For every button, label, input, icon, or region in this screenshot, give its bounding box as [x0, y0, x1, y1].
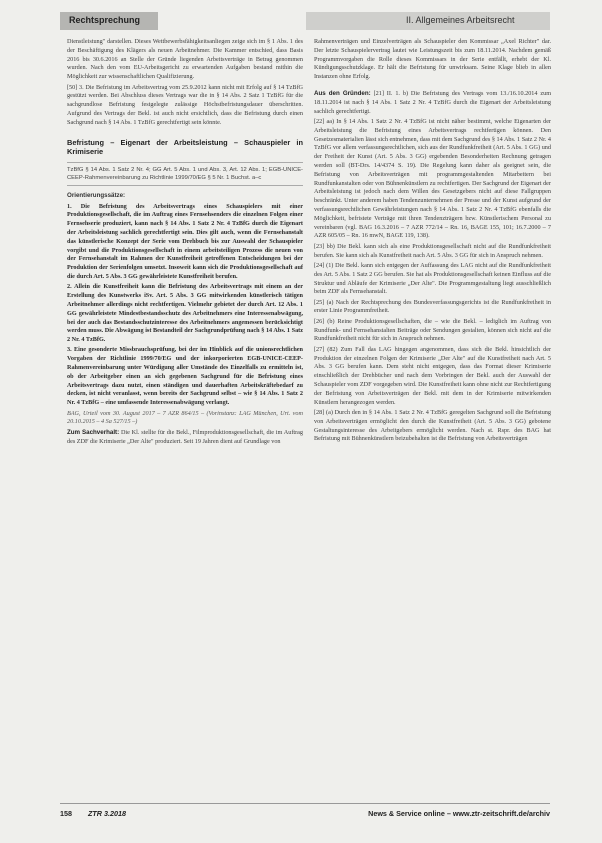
footer-archive-link[interactable]: News & Service online – www.ztr-zeitschrift.de/archiv — [368, 809, 550, 818]
body-paragraph: [27] (82) Zum Fall das LAG hingegen angenommen, dass sich die Bekl. hinsichtlich der Produktion der einzelnen Folgen der Krimiserie „Der Alte" auf die Kunstfreiheit nach Art. 5 Abs. 3 GG berufen kann. Dem steht nicht entgegen, dass das Format dieser Krimiserie einschließlich der Drehbücher und nach dem Vorbringen der Bekl. auch der Auswahl der Schauspieler vom ZDF vorgegeben wird. Die Kunstfreiheit kann ohne nicht zur Rechtfertigung der Befristung von Arbeitsverträgen der Bekl. mit dem in der Krimiserie mitwirkenden Künstlern herangezogen werden. — [314, 345, 551, 406]
guiding-principle-1: 1. Die Befristung des Arbeitsvertrags eines Schauspielers mit einer Produktionsgesellschaft, die im Auftrag eines Fernsehsenders die einzelnen Folgen einer Fernsehserie produziert, kann nach § 14 Abs. 1 Satz 2 Nr. 4 TzBfG durch die Eigenart der Arbeitsleistung sachlich gerechtfertigt sein. Dies gilt auch, wenn die Fernsehanstalt das künstlerische Konzept der Serie vom Drehbuch bis zur Auswahl der Schauspieler vorgibt und die Produktionsgesellschaft in einem arbeitsteiligen Prozess die neuen von der Fernsehanstalt im Rahmen der Kunstfreiheit getroffenen Entscheidungen bei der Produktion der Serienfolgen umsetzt. Insoweit kann sich die Produktionsgesellschaft auf die durch Art. 5 Abs. 3 GG gewährleistete Kunstfreiheit berufen. — [67, 202, 303, 280]
norms-reference: TzBfG § 14 Abs. 1 Satz 2 Nr. 4; GG Art. 5 Abs. 1 und Abs. 3, Art. 12 Abs. 1; EGB-UNICE-CEEP-Rahmenvereinbarung zu Richtlinie 1999/70/EG § 5 Nr. 1 Buchst. a–c — [67, 162, 303, 186]
section-subtitle: II. Allgemeines Arbeitsrecht — [406, 15, 515, 25]
facts-paragraph — [67, 429, 303, 447]
footer-left — [60, 809, 126, 818]
body-paragraph: Rahmenverträgen und Einzelverträgen als Schauspieler den Kommissar „Axel Richter" dar. Der letzte Schauspielervertrag lautet wie Leistungszeit bis zum 18.11.2014. Nachdem gemäß Programmvorgaben die Rolle dieses Kommissars in der Serie entfällt, erhebt der Kl. Kündigungsschutzklage. Er hält die Befristung für unwirksam. Seine Klage blieb in allen Instanzen ohne Erfolg. — [314, 38, 551, 81]
case-headline: Befristung – Eigenart der Arbeitsleistung – Schauspieler in Krimiserie — [67, 137, 303, 157]
body-paragraph: [26] (b) Reine Produktionsgesellschaften, die – wie die Bekl. – lediglich im Auftrag von Rundfunk- und Fernsehanstalten Beiträge oder Sendungen gestalten, können sich nicht auf die Rundfunkfreiheit nicht für sich in Anspruch nehmen. — [314, 317, 551, 343]
footer-rule — [60, 803, 550, 804]
page-footer — [60, 809, 550, 821]
guiding-principle-2: 2. Allein die Kunstfreiheit kann die Befristung des Arbeitsvertrags mit einem an der Erstellung des Kunstwerks iSv. Art. 5 Abs. 3 GG mitwirkenden künstlerisch tätigen Arbeitnehmer allerdings nicht rechtfertigen. Vielmehr gebietet der durch Art. 12 Abs. 1 GG gewährleistete Mindestbestandsschutz des Arbeitnehmers eine Interessenabwägung, bei der auch das Bestandsschutzinteresse des Arbeitnehmers angemessen berücksichtigt werden muss. Die Abwägung ist Bestandteil der Sachgrundprüfung nach § 14 Abs. 1 Satz 2 Nr. 4 TzBfG. — [67, 283, 303, 344]
grounds-label: Aus den Gründen: — [314, 89, 371, 97]
journal-issue: ZTR 3.2018 — [88, 809, 126, 818]
section-label: Rechtsprechung — [69, 15, 141, 25]
section-header-right — [306, 12, 550, 30]
facts-label: Zum Sachverhalt: — [67, 428, 120, 436]
body-paragraph: [24] (1) Die Bekl. kann sich entgegen der Auffassung des LAG nicht auf die Rundfunkfreiheit des Art. 5 Abs. 1 Satz 2 GG berufen. Sie hat als Produktionsgesellschaft keinen Einfluss auf die Struktur und Abläufe der Krimiserie „Der Alte". Die Programmgestaltung liegt ausschließlich beim ZDF als Fernsehanstalt. — [314, 261, 551, 296]
body-paragraph: [28] (a) Durch den in § 14 Abs. 1 Satz 2 Nr. 4 TzBfG geregelten Sachgrund soll die Befristung von Arbeitsverträgen ermöglicht den durch die Kunstfreiheit (Art. 5 Abs. 3 GG) gebotene Gestaltungsinteresse des Arbeitgebers ermöglicht werden. Nach st. Rspr. des BAG hat Befristung mit Bühnenkünstlern beizubehalten ist die Befristung von Arbeitsverträgen — [314, 409, 551, 443]
body-paragraph: [23] bb) Die Bekl. kann sich als eine Produktionsgesellschaft nicht auf die Rundfunkfreiheit berufen. Sie kann sich als Kunstfreiheit nach Art. 5 Abs. 3 GG für sich in Anspruch nehmen. — [314, 242, 551, 259]
grounds-paragraph — [314, 90, 551, 116]
guide-title: Orientierungssätze: — [67, 191, 126, 199]
guiding-principle-3: 3. Eine gesonderte Missbrauchsprüfung, bei der im Hinblick auf die unionsrechtlichen Vorgaben der Richtlinie 1999/70/EG und der inkorporierten EGB-UNICE-CEEP-Rahmenvereinbarung unter Würdigung aller Umstände des Einzelfalls zu ermitteln ist, ob der Arbeitgeber einen an sich gegebenen Sachgrund für die Befristung eines Arbeitsvertrags dazu nutzt, einen ständigen und dauerhaften Arbeitskräftebedarf zu decken, ist nicht veranlasst, wenn bereits der Sachgrund selbst – wie § 14 Abs. 1 Satz 2 Nr. 4 TzBfG – eine umfassende Interessenabwägung verlangt. — [67, 346, 303, 407]
body-paragraph: [22] aa) In § 14 Abs. 1 Satz 2 Nr. 4 TzBfG ist nicht näher bestimmt, welche Eigenarten der Arbeitsleistung die Befristung eines Arbeitsvertrags rechtfertigen können. Den Gesetzesmaterialien lässt sich entnehmen, dass mit dem Sachgrund des § 14 Abs. 1 Satz 2 Nr. 4 TzBfG vor allem verfassungsrechtlichen, sich aus der Rundfunkfreiheit (Art. 5 Abs. 1 GG) und der Freiheit der Kunst (Art. 5 Abs. 3 GG) ergebenden Besonderheiten Rechnung getragen werden soll (BT-Drs. 14/4374 S. 19). Die Regelung kann daher als geeignet sein, die Befristung von Arbeitsverträgen mit programmgestaltenden Mitarbeitern bei Rundfunkanstalten oder von Bühnenkünstlern zu rechtfertigen. Der Sachgrund der Eigenart der Arbeitsleistung ist jedoch nach dem Willen des Gesetzgebers nicht auf diese Fallgruppen beschränkt. Unter anderem haben Tendenzunternehmen der Presse und der Kunst aufgrund der verfassungsrechtlichen Gewährleistungen nach § 14 Abs. 1 Satz 2 Nr. 4 TzBfG ebenfalls die Möglichkeit, befristete Verträge mit ihren Tendenzträgern bzw. Künstlerischem Personal zu vereinbaren (vgl. BAG 16.3.2016 – 7 AZR 772/14 – Rn. 16, BAGE 155, 101; 16.7.2000 – 7 AZR 605/05 – Rn. 16 mwN, BAGE 119, 138). — [314, 117, 551, 240]
grounds-text: [21] II. 1. b) Die Befristung des Vertrags vom 13./16.10.2014 zum 18.11.2014 ist nach § 14 Abs. 1 Satz 2 Nr. 4 TzBfG durch die Eigenart der Arbeitsleistung sachlich gerechtfertigt. — [314, 89, 552, 115]
section-header-left — [60, 12, 158, 30]
body-paragraph: [25] (a) Nach der Rechtsprechung des Bundesverfassungsgerichts ist die Rundfunkfreiheit in erster Linie Programmfreiheit. — [314, 298, 551, 315]
body-paragraph: [50] 3. Die Befristung im Arbeitsvertrag vom 25.9.2012 kann nicht mit Erfolg auf § 14 TzBfG gestützt werden. Bei Abschluss dieses Vertrags war die in § 14 Abs. 2 Satz 1 TzBfG für die sachgrundlose Befristung festgelegte zulässige Höchstbefristungsdauer überschritten. Aufgrund des Vertrags der Bekl. ist auch nicht ersichtlich, dass die Befristung durch einen Sachgrund nach § 14 Abs. 1 TzBfG gerechtfertigt sein könnte. — [67, 83, 303, 126]
page-number: 158 — [60, 809, 72, 818]
court-citation: BAG, Urteil vom 30. August 2017 – 7 AZR 864/15 – (Vorinstanz: LAG München, Urt. vom 20.10.2015 – 4 Sa 527/15 –) — [67, 409, 303, 426]
left-column — [67, 38, 303, 448]
right-column — [314, 38, 551, 446]
body-paragraph: Dienstleistung" darstellen. Dieses Wettbewerbsfähigkeitsanliegen zeige sich im § 1 Abs. 1 des der Beschäftigung des Klägers als neuen Arbeitnehmer. Die Kammer entschied, dass Basis 2016 bis 30.6.2016 an Stelle der Gründe liegenden Arbeitsverträge in Betrag genommen wurden. Nach den vom EU-Arbeitsgericht zu erwartenden Aufgaben bestand mithin die Möglichkeit zur wissenschaftlichen Qualifizierung. — [67, 38, 303, 81]
facts-text: Die Kl. stellte für die Bekl., Filmproduktionsgesellschaft, die im Auftrag des ZDF die Krimiserie „Der Alte" produziert. Seit 19 Jahren dient auf Grundlage von — [67, 428, 304, 445]
